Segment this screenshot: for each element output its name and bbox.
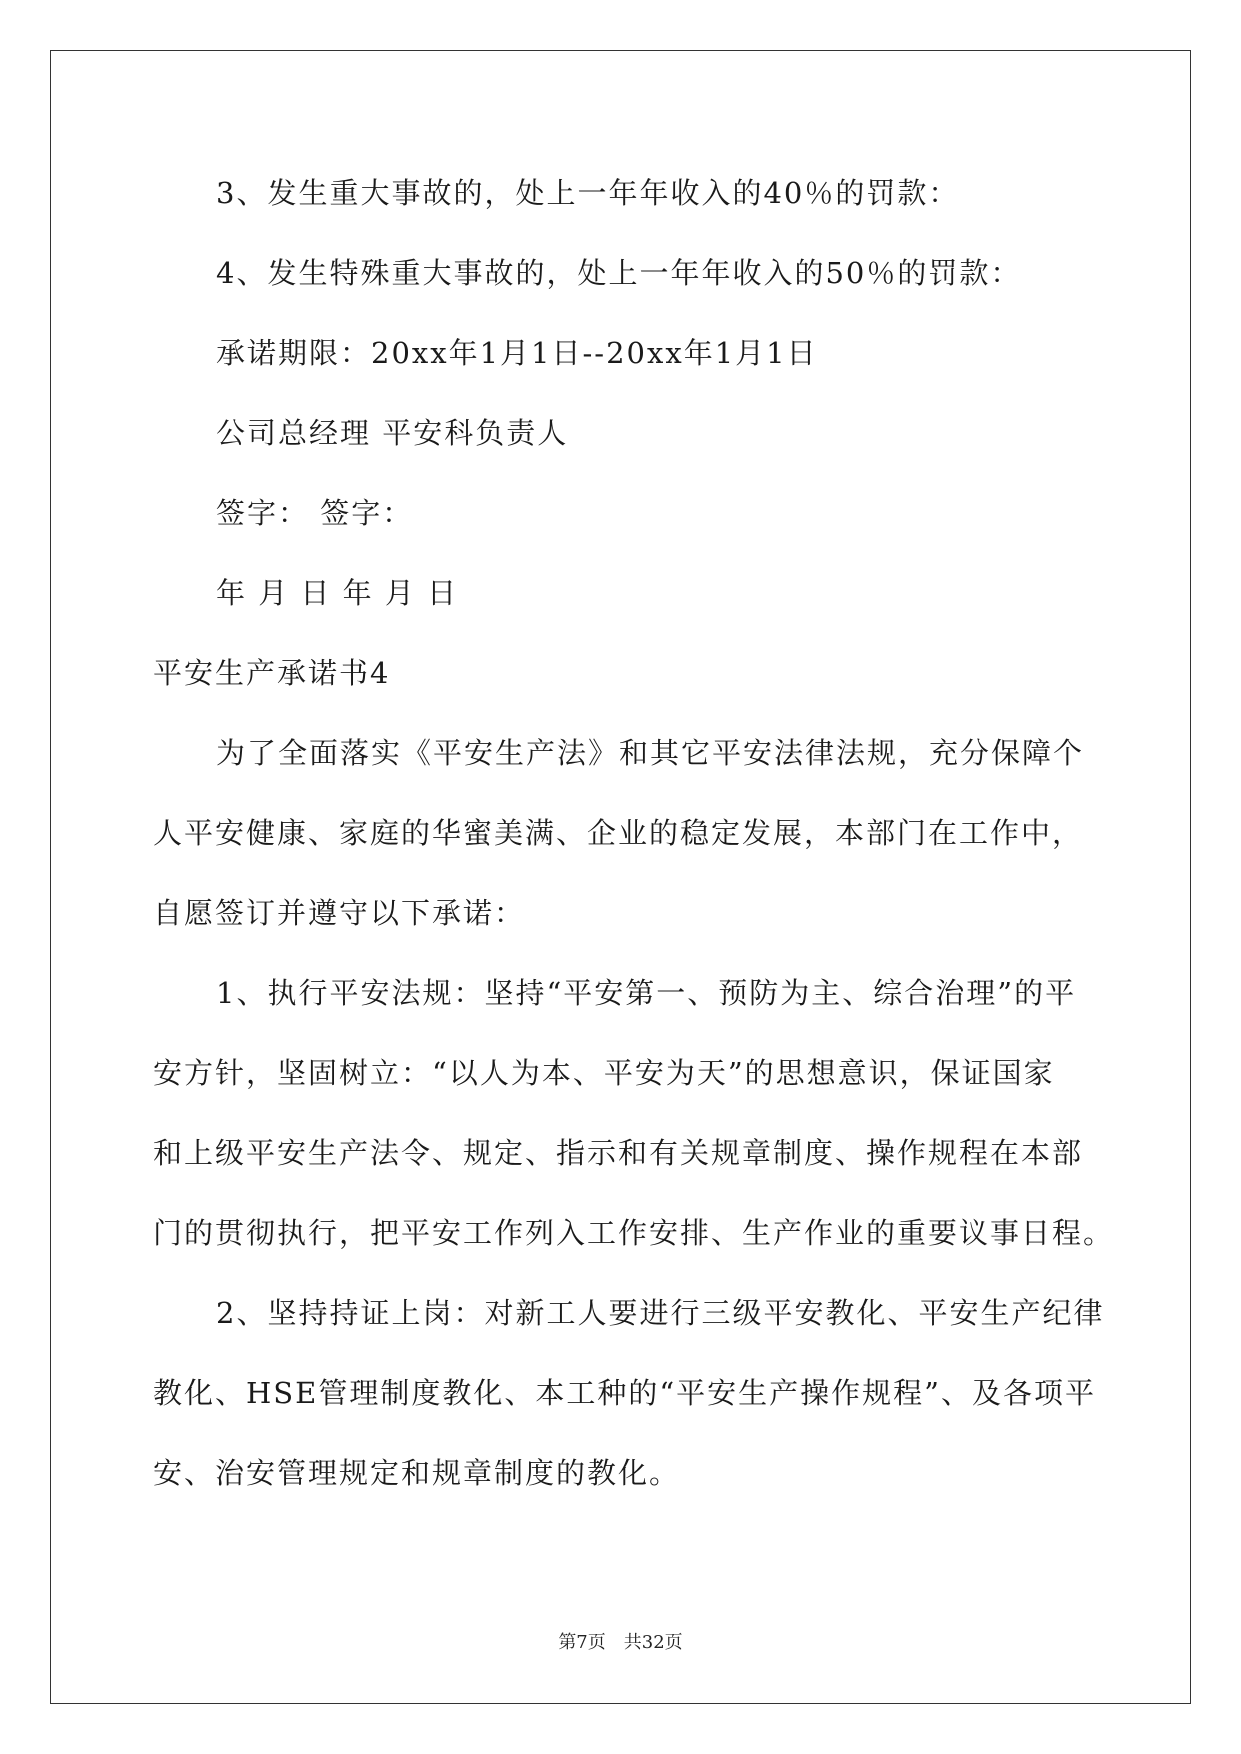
signatory-titles: 公司总经理 平安科负责人 bbox=[216, 416, 569, 450]
paragraph-line: 和上级平安生产法令、规定、指示和有关规章制度、操作规程在本部 bbox=[153, 1136, 1084, 1170]
date-fields: 年 月 日 年 月 日 bbox=[216, 576, 459, 610]
paragraph-line: 为了全面落实《平安生产法》和其它平安法律法规，充分保障个 bbox=[216, 736, 1085, 770]
paragraph-line: 教化、HSE管理制度教化、本工种的“平安生产操作规程”、及各项平 bbox=[153, 1376, 1096, 1410]
commitment-period: 承诺期限：20xx年1月1日--20xx年1月1日 bbox=[216, 336, 818, 370]
paragraph-line: 人平安健康、家庭的华蜜美满、企业的稳定发展，本部门在工作中， bbox=[153, 816, 1084, 850]
section-title: 平安生产承诺书4 bbox=[153, 656, 391, 690]
paragraph-line: 自愿签订并遵守以下承诺： bbox=[153, 896, 526, 930]
paragraph-line: 1、执行平安法规：坚持“平安第一、预防为主、综合治理”的平 bbox=[216, 976, 1077, 1010]
paragraph-line: 2、坚持持证上岗：对新工人要进行三级平安教化、平安生产纪律 bbox=[216, 1296, 1105, 1330]
paragraph-line: 门的贯彻执行，把平安工作列入工作安排、生产作业的重要议事日程。 bbox=[153, 1216, 1115, 1250]
clause-4: 4、发生特殊重大事故的，处上一年年收入的50％的罚款： bbox=[216, 256, 1022, 290]
page-number: 第7页 共32页 bbox=[558, 1632, 683, 1653]
clause-3: 3、发生重大事故的，处上一年年收入的40％的罚款： bbox=[216, 176, 960, 210]
signature-labels: 签字： 签字： bbox=[216, 496, 414, 530]
paragraph-line: 安方针，坚固树立：“以人为本、平安为天”的思想意识，保证国家 bbox=[153, 1056, 1055, 1090]
paragraph-line: 安、治安管理规定和规章制度的教化。 bbox=[153, 1456, 681, 1490]
